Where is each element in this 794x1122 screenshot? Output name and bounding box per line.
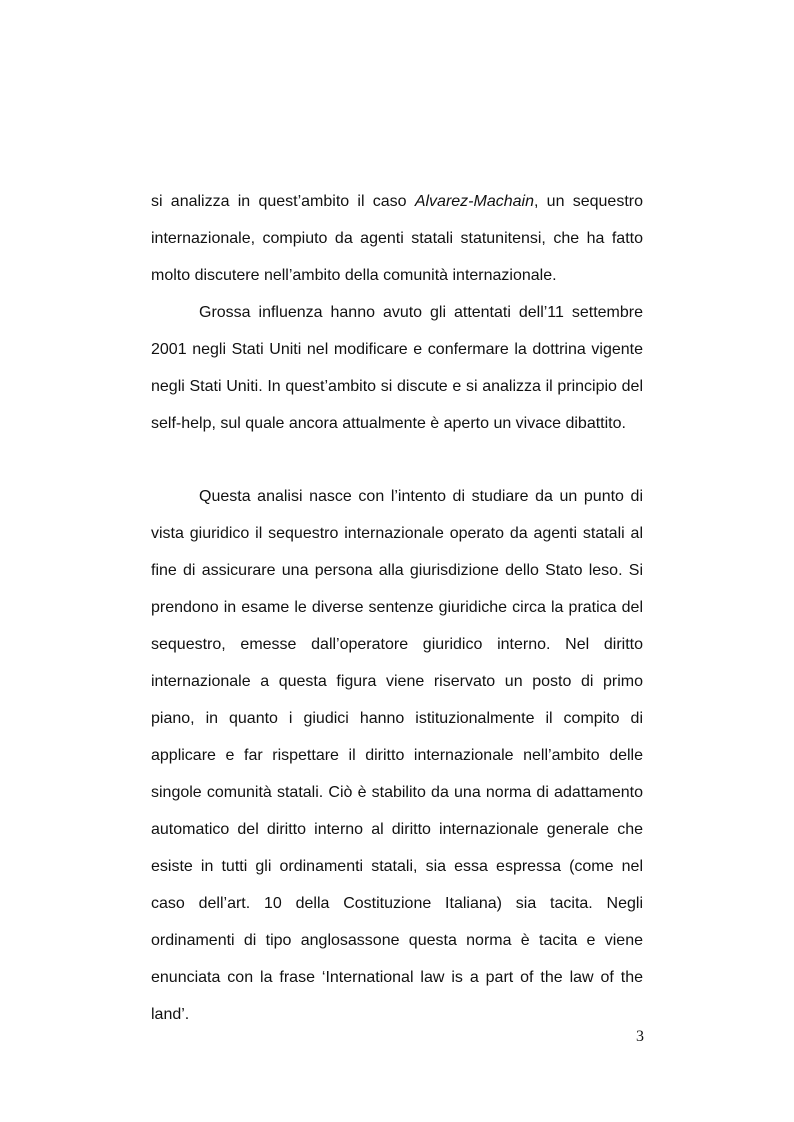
body-text xyxy=(151,183,643,1033)
page-number: 3 xyxy=(636,1028,644,1045)
case-name-emphasis: Alvarez-Machain xyxy=(414,193,534,210)
paragraph-3: Questa analisi nasce con l’intento di studiare da un punto di vista giuridico il sequestro internazionale operato da agenti statali al fine di assicurare una persona alla giurisdizione dello Stato leso. Si prendono in esame le diverse sentenze giuridiche circa la pratica del sequestro, emesse dall’operatore giuridico interno. Nel diritto internazionale a questa figura viene riservato un posto di primo piano, in quanto i giudici hanno istituzionalmente il compito di applicare e far rispettare il diritto internazionale nell’ambito delle singole comunità statali. Ciò è stabilito da una norma di adattamento automatico del diritto interno al diritto internazionale generale che esiste in tutti gli ordinamenti statali, sia essa espressa (come nel caso dell’art. 10 della Costituzione Italiana) sia tacita. Negli ordinamenti di tipo anglosassone questa norma è tacita e viene enunciata con la frase ‘International law is a part of the law of the land’. xyxy=(151,488,643,1023)
paragraph-1-start: si analizza in quest’ambito il caso xyxy=(151,193,415,210)
paragraph-1-end: , un sequestro internazionale, compiuto da agenti statali statunitensi, che ha fatto molto discutere nell’ambito della comunità internazionale. xyxy=(151,193,643,284)
paragraph-2: Grossa influenza hanno avuto gli attentati dell’11 settembre 2001 negli Stati Uniti nel modificare e confermare la dottrina vigente negli Stati Uniti. In quest’ambito si discute e si analizza il principio del self-help, sul quale ancora attualmente è aperto un vivace dibattito. xyxy=(151,304,643,432)
paragraph-1 xyxy=(151,183,643,294)
